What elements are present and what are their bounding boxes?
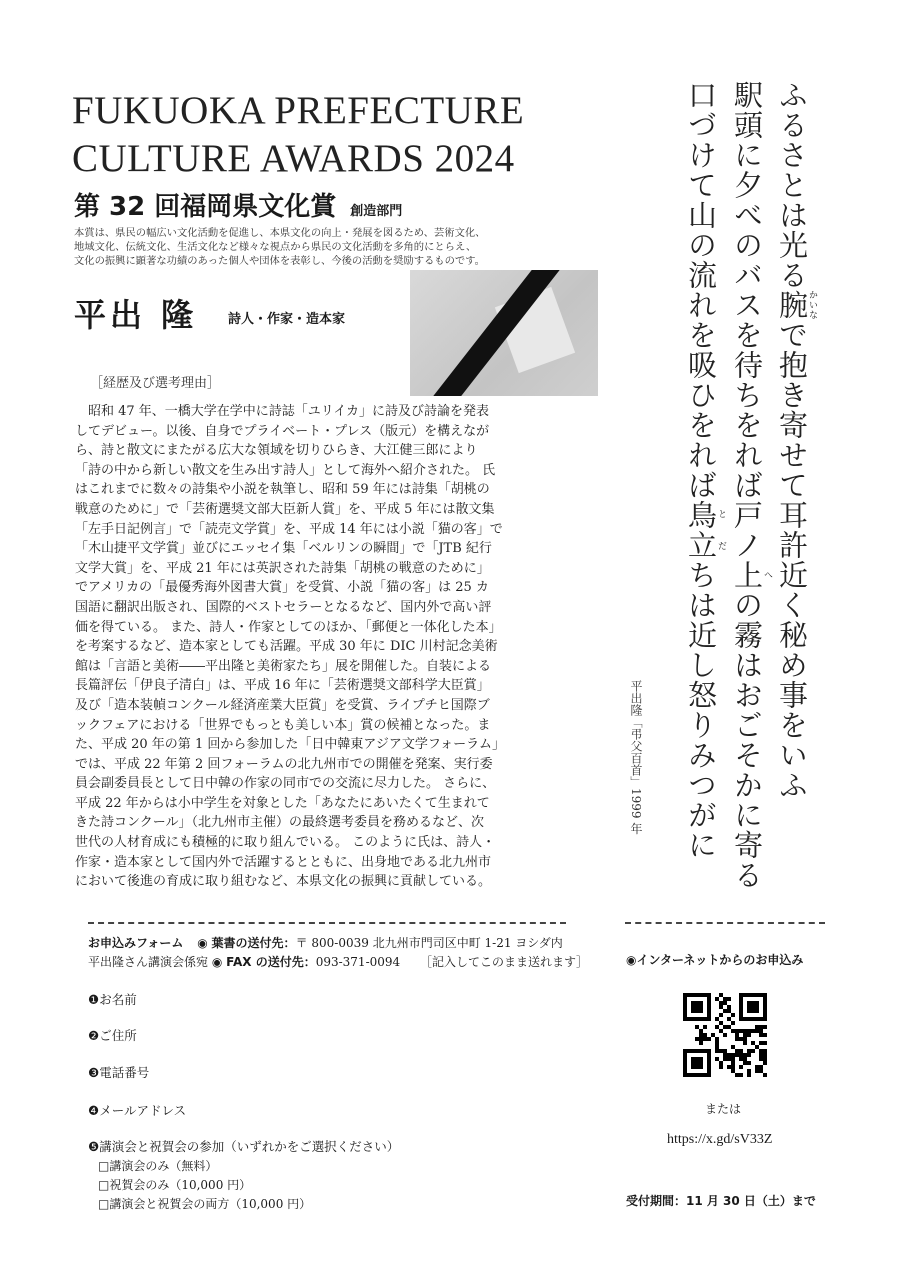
form-title: お申込みフォーム [88, 936, 184, 950]
biography-line: 昭和 47 年、一橋大学在学中に詩誌「ユリイカ」に詩及び詩論を発表 [75, 404, 490, 419]
email-field[interactable]: ❹メールアドレス [88, 1103, 187, 1118]
biography-line: 世代の人材育成にも積極的に取り組んでいる。 このように氏は、詩人・ [75, 835, 496, 851]
biography-line: 「木山捷平文学賞」並びにエッセイ集「ベルリンの瞬間」で「JTB 紀行 [75, 541, 492, 557]
poem-attribution: 平出隆「弔父百首」1999 年 [629, 680, 643, 835]
biography-line: 館は「言語と美術――平出隆と美術家たち」展を開催した。自装による [75, 658, 492, 674]
poem-line-1: ふるさとは光る腕かいなで抱き寄せて耳許近く秘め事をいふ [775, 80, 817, 800]
option-both[interactable]: □講演会と祝賀会の両方（10,000 円） [98, 1197, 312, 1211]
bullet-icon: ◉ [626, 953, 637, 967]
biography-text [75, 402, 505, 892]
participation-label: ❺講演会と祝賀会の参加（いずれかをご選択ください） [88, 1139, 400, 1154]
description-line: 文化の振興に顕著な功績のあった個人や団体を表彰し、今後の活動を奨励するものです。 [74, 255, 485, 267]
award-name: 第 32 回福岡県文化賞 [74, 192, 337, 222]
biography-line: 文学大賞」を、平成 21 年には英訳された詩集「胡桃の戦意のために」 [75, 560, 490, 576]
biography-line: 戦意のために」で「芸術選奨文部大臣新人賞」を、平成 5 年には散文集 [75, 501, 495, 517]
biography-line: 国語に翻訳出版され、国際的ベストセラーとなるなど、国内外で高い評 [75, 599, 492, 615]
biography-heading: ［経歴及び選考理由］ [90, 376, 221, 391]
fax-label: FAX の送付先： [226, 955, 316, 969]
form-header-row-2 [88, 953, 588, 970]
address-field[interactable]: ❷ご住所 [88, 1028, 137, 1043]
biography-line: 員会副委員長として日中韓の作家の同市での交流に尽力した。 さらに、 [75, 776, 496, 792]
poem-line-2: 駅頭に夕べのバスを待ちをれば戸ノ上への霧はおごそかに寄る [730, 80, 772, 890]
biography-line: 「詩の中から新しい散文を生み出す詩人」として海外へ紹介された。 氏 [75, 462, 496, 478]
title-line-2: CULTURE AWARDS 2024 [72, 137, 515, 180]
biography-line: を考案するなど、造本家としても活躍。平成 30 年に DIC 川村記念美術 [75, 639, 498, 655]
option-party-only[interactable]: □祝賀会のみ（10,000 円） [98, 1178, 252, 1192]
biography-line: してデビュー。以後、自身でプライベート・プレス（版元）を構えなが [75, 423, 490, 439]
cut-line [88, 922, 566, 924]
fax-number: 093-371-0094 [315, 955, 401, 969]
application-url[interactable]: https://x.gd/sV33Z [667, 1132, 773, 1147]
bullet-icon: ◉ [197, 936, 208, 950]
biography-line: 作家・造本家として国内外で活躍するとともに、出身地である北九州市 [75, 854, 492, 870]
description-line: 本賞は、県民の幅広い文化活動を促進し、本県文化の向上・発展を図るため、芸術文化、 [74, 227, 486, 239]
biography-line: ら、詩と散文にまたがる広大な領域を切りひらき、大江健三郎により [75, 443, 478, 459]
bullet-icon: ◉ [211, 955, 223, 969]
description-line: 地域文化、伝統文化、生活文化など様々な視点から県民の文化活動を多角的にとらえ、 [74, 241, 477, 253]
poem-line-3: 口づけて山の流れを吸ひをれば鳥立とだちは近し怒りみつがに [684, 80, 726, 860]
form-header-row-1 [88, 934, 563, 951]
online-label: インターネットからのお申込み [636, 953, 804, 967]
biography-line: きた詩コンクール」（北九州市主催）の最終選考委員を務めるなど、次 [75, 815, 484, 831]
phone-field[interactable]: ❸電話番号 [88, 1065, 150, 1080]
laureate-name: 平出 隆 [74, 296, 198, 334]
biography-line: 価を得ている。 また、詩人・作家としてのほか、「郵便と一体化した本」 [75, 619, 502, 635]
award-description [74, 226, 485, 268]
award-category: 創造部門 [350, 204, 403, 219]
biography-line: 「左手日記例言」で「読売文学賞」を、平成 14 年には小説「猫の客」で [75, 521, 503, 537]
biography-line: でアメリカの「最優秀海外図書大賞」を受賞、小説「猫の客」は 25 カ [75, 580, 489, 596]
or-text: または [705, 1102, 742, 1116]
biography-line: 長篇評伝「伊良子清白」は、平成 16 年に「芸術選奨文部科学大臣賞」 [75, 678, 490, 694]
biography-line: はこれまでに数々の詩集や小説を執筆し、昭和 59 年には詩集「胡桃の [75, 482, 490, 498]
title-line-1: FUKUOKA PREFECTURE [72, 89, 525, 132]
postcard-label: 葉書の送付先： [211, 936, 296, 950]
biography-line: では、平成 22 年第 2 回フォーラムの北九州市での開催を発案、実行委 [75, 756, 493, 772]
biography-line: 及び「造本装幀コンクール経済産業大臣賞」を受賞、ライプチヒ国際ブ [75, 697, 490, 713]
laureate-photo [410, 270, 598, 396]
biography-line: 平成 22 年からは小中学生を対象とした「あなたにあいたくて生まれて [75, 795, 490, 811]
form-note: ［記入してこのまま送れます］ [420, 955, 589, 969]
laureate-role: 詩人・作家・造本家 [228, 312, 346, 327]
deadline: 受付期間：11 月 30 日（土）まで [626, 1194, 816, 1208]
biography-line: において後進の育成に取り組むなど、本県文化の振興に貢献している。 [75, 874, 492, 890]
online-heading [626, 951, 803, 968]
name-field[interactable]: ❶お名前 [88, 992, 137, 1007]
option-lecture-only[interactable]: □講演会のみ（無料） [98, 1159, 218, 1173]
form-recipient: 平出隆さん講演会係宛 [88, 955, 209, 969]
biography-line: た、平成 20 年の第 1 回から参加した「日中韓東アジア文学フォーラム」 [75, 737, 506, 753]
biography-line: ックフェアにおける「世界でもっとも美しい本」賞の候補となった。ま [75, 717, 491, 733]
postcard-address: 〒 800-0039 北九州市門司区中町 1-21 ヨシダ内 [295, 936, 563, 950]
cut-line [625, 922, 825, 924]
award-heading [74, 186, 402, 223]
qr-code-icon[interactable] [683, 993, 767, 1077]
